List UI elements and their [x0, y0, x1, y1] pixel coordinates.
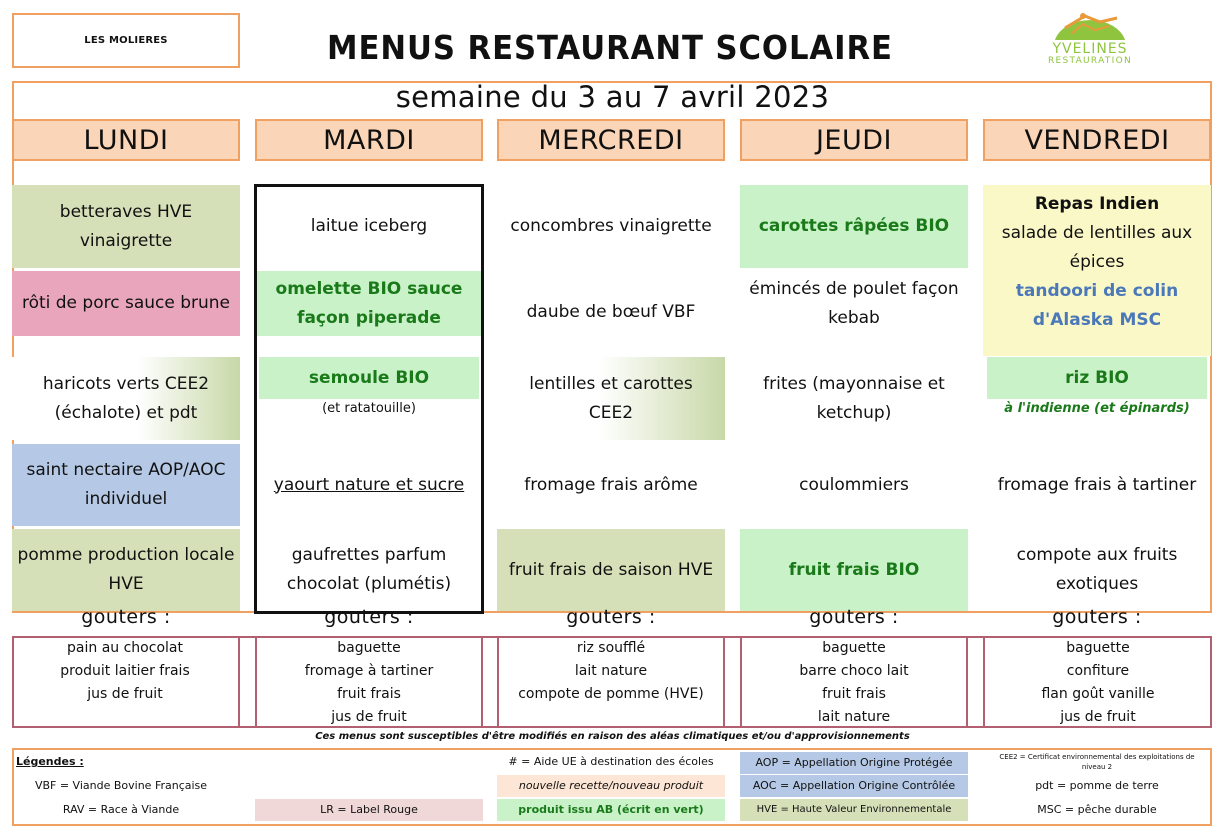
dairy: coulommiers — [799, 474, 909, 495]
side-cell — [740, 357, 968, 440]
gouter-item: lait nature — [574, 663, 648, 679]
legend-rav: RAV = Race à Viande — [62, 803, 180, 816]
legend-lr: LR = Label Rouge — [255, 799, 483, 821]
page-title: MENUS RESTAURANT SCOLAIRE — [327, 28, 893, 67]
side-dish: lentilles et carottes CEE2 — [529, 373, 693, 423]
day-column-mardi — [255, 119, 483, 613]
side-dish: frites (mayonnaise et ketchup) — [763, 373, 945, 423]
day-column-vendredi — [983, 119, 1211, 613]
day-header: LUNDI — [12, 119, 240, 161]
side-dish: semoule BIO — [308, 367, 430, 388]
gouter-item: riz soufflé — [576, 640, 646, 656]
main-dish: émincés de poulet façon kebab — [749, 278, 959, 328]
legend-pdt: pdt = pomme de terre — [1035, 779, 1159, 792]
logo-text: YVELINES — [1052, 41, 1128, 57]
main-cell — [497, 271, 725, 353]
dessert: fruit frais de saison HVE — [508, 559, 714, 580]
disclaimer: Ces menus sont susceptibles d'être modifiés en raison des aléas climatiques et/ou d'approvisionnements — [315, 731, 910, 742]
gouter-item: fromage à tartiner — [304, 663, 434, 679]
gouter-item: baguette — [337, 640, 401, 656]
dessert-cell — [497, 529, 725, 611]
main-dish: rôti de porc sauce brune — [21, 293, 231, 313]
legend-hve: HVE = Haute Valeur Environnementale — [740, 799, 968, 821]
starter: betteraves HVE vinaigrette — [59, 201, 193, 251]
gouter-item: jus de fruit — [331, 709, 407, 725]
legend-ab: produit issu AB (écrit en vert) — [497, 799, 725, 821]
side-cell — [255, 357, 483, 440]
gouter-item: fruit frais — [337, 686, 401, 702]
side-dish: riz BIO — [1065, 367, 1129, 388]
school-name: LES MOLIERES — [12, 13, 240, 68]
dessert: compote aux fruits exotiques — [1016, 545, 1178, 594]
dairy-cell — [983, 444, 1211, 526]
indian-meal-cell — [983, 185, 1211, 356]
main-cell — [12, 271, 240, 336]
legend-nouvelle: nouvelle recette/nouveau produit — [497, 775, 725, 797]
gouter-item: barre choco lait — [799, 663, 909, 679]
week-title: semaine du 3 au 7 avril 2023 — [395, 80, 830, 114]
dairy-cell — [740, 444, 968, 526]
day-column-mercredi — [497, 119, 725, 613]
gouters-lundi — [12, 636, 240, 728]
starter-cell — [740, 185, 968, 268]
day-header: JEUDI — [740, 119, 968, 161]
legend-aop: AOP = Appellation Origine Protégée — [740, 752, 968, 774]
legend-aide: # = Aide UE à destination des écoles — [508, 755, 714, 768]
day-column-lundi — [12, 119, 240, 613]
dairy: yaourt nature et sucre — [273, 474, 465, 495]
starter-cell — [497, 185, 725, 268]
main-dish: omelette BIO sauce façon piperade — [275, 278, 463, 328]
meal-theme: Repas Indien — [1034, 194, 1160, 214]
dessert-cell — [255, 529, 483, 611]
main-dish: tandoori de colin d'Alaska MSC — [1015, 281, 1179, 330]
gouters-jeudi — [740, 636, 968, 728]
gouter-item: lait nature — [817, 709, 891, 725]
main-cell — [740, 271, 968, 336]
dairy-cell — [255, 444, 483, 526]
legend-msc: MSC = pêche durable — [1037, 803, 1157, 816]
dairy: fromage frais arôme — [524, 474, 698, 495]
side-note: à l'indienne (et épinards) — [1004, 401, 1190, 416]
day-header: VENDREDI — [983, 119, 1211, 161]
dairy-cell — [12, 444, 240, 526]
gouters-mardi — [255, 636, 483, 728]
starter: laitue iceberg — [310, 216, 428, 236]
dessert: fruit frais BIO — [788, 559, 920, 580]
legend-cee2: CEE2 = Certificat environnemental des exploitations de niveau 2 — [999, 753, 1195, 771]
side-note: (et ratatouille) — [322, 401, 416, 416]
main-cell — [255, 271, 483, 336]
gouter-item: confiture — [1066, 663, 1130, 679]
dessert: gaufrettes parfum chocolat (plumétis) — [286, 545, 452, 594]
dairy: fromage frais à tartiner — [997, 474, 1197, 495]
starter-cell — [12, 185, 240, 268]
side-dish: haricots verts CEE2 (échalote) et pdt — [42, 373, 210, 423]
dessert-cell — [12, 529, 240, 611]
starter: concombres vinaigrette — [510, 216, 712, 236]
gouters-vendredi — [983, 636, 1211, 728]
legend-aoc: AOC = Appellation Origine Contrôlée — [740, 775, 968, 797]
logo-subtext: RESTAURATION — [1047, 56, 1133, 66]
day-column-jeudi — [740, 119, 968, 613]
dessert-cell — [983, 529, 1211, 611]
gouter-item: jus de fruit — [87, 686, 163, 702]
gouters-title: gouters : — [81, 606, 171, 628]
gouters-title: gouters : — [324, 606, 414, 628]
gouter-item: flan goût vanille — [1041, 686, 1155, 702]
side-cell — [12, 357, 240, 440]
starter: carottes râpées BIO — [758, 216, 950, 236]
gouters-mercredi — [497, 636, 725, 728]
gouters-title: gouters : — [566, 606, 656, 628]
gouter-item: produit laitier frais — [60, 663, 190, 679]
main-dish: daube de bœuf VBF — [526, 301, 696, 322]
gouters-title: gouters : — [1052, 606, 1142, 628]
dessert-cell — [740, 529, 968, 611]
dairy: saint nectaire AOP/AOC individuel — [26, 460, 226, 509]
gouter-item: fruit frais — [822, 686, 886, 702]
side-cell — [983, 357, 1211, 440]
gouter-item: compote de pomme (HVE) — [518, 686, 704, 702]
gouter-item: jus de fruit — [1060, 709, 1136, 725]
gouter-item: baguette — [822, 640, 886, 656]
dairy-cell — [497, 444, 725, 526]
starter-cell — [255, 185, 483, 268]
day-header: MARDI — [255, 119, 483, 161]
starter: salade de lentilles aux épices — [1001, 223, 1193, 272]
dessert: pomme production locale HVE — [17, 545, 235, 594]
gouters-title: gouters : — [809, 606, 899, 628]
day-header: MERCREDI — [497, 119, 725, 161]
legend-title: Légendes : — [16, 755, 84, 768]
gouter-item: pain au chocolat — [67, 640, 183, 656]
gouter-item: baguette — [1066, 640, 1130, 656]
side-cell — [497, 357, 725, 440]
legend-vbf: VBF = Viande Bovine Française — [34, 779, 208, 792]
